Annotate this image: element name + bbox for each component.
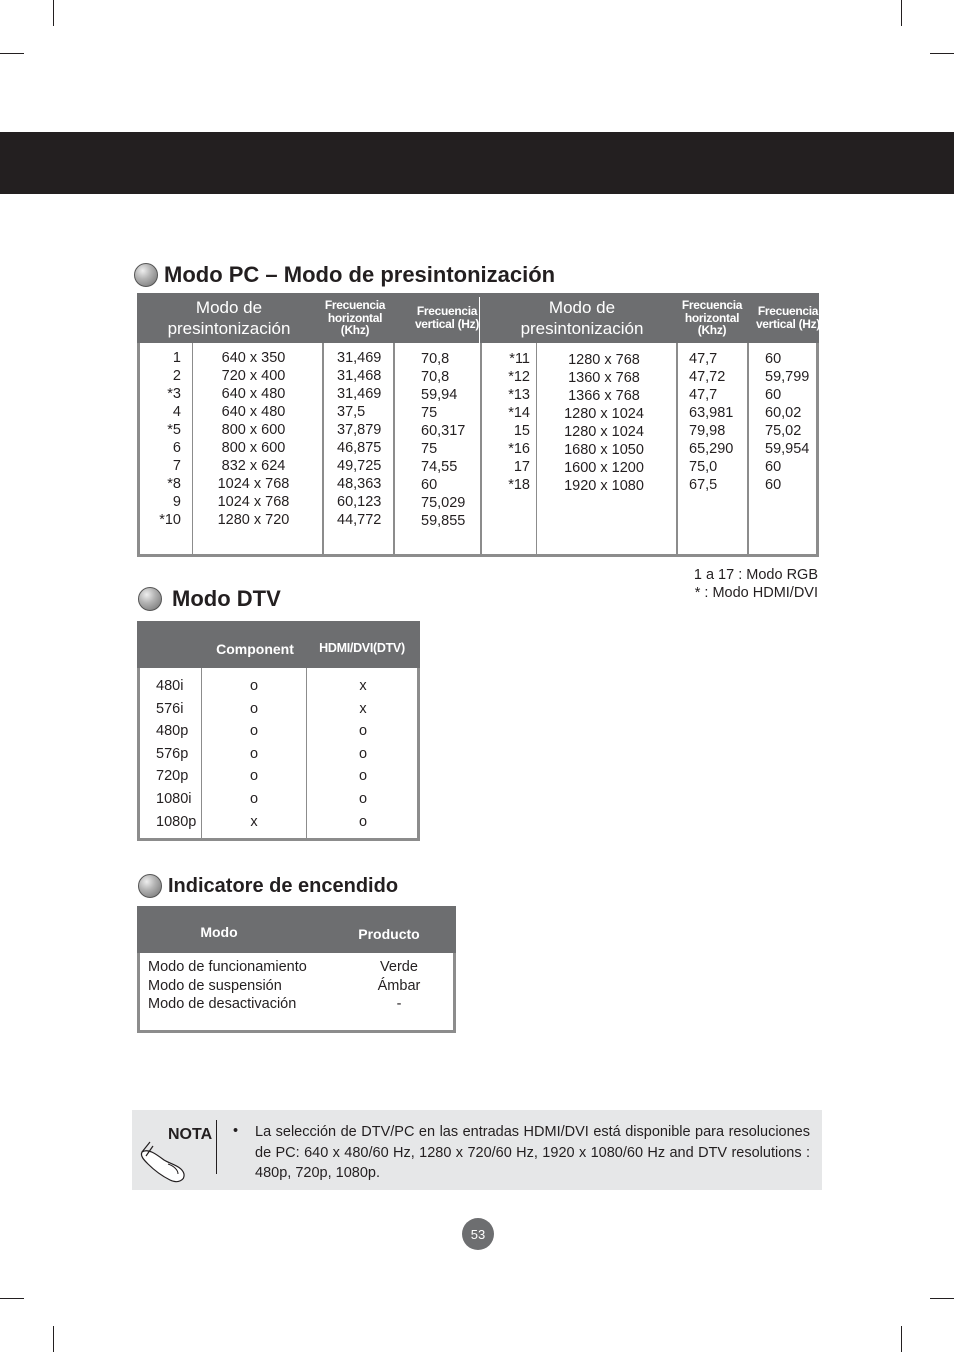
hfreq-cell: 46,875: [337, 440, 382, 456]
hfreq-cell: 63,981: [689, 405, 734, 421]
resolution-cell: 832 x 624: [221, 458, 286, 474]
section-bullet-icon: [134, 263, 158, 287]
mode-cell: 1: [172, 350, 181, 366]
power-mode-cell: Modo de suspensión: [148, 977, 282, 994]
crop-mark: [53, 0, 54, 26]
page-number: 53: [462, 1218, 494, 1250]
mode-cell: 4: [172, 404, 181, 420]
pc-left-modes: [140, 349, 181, 529]
component-cell: o: [249, 745, 259, 762]
vfreq-cell: 60: [765, 459, 782, 475]
pc-left-hfreq: [337, 349, 381, 529]
crop-mark: [53, 1326, 54, 1352]
mode-cell: *11: [509, 351, 530, 367]
power-product-cell: Verde: [380, 959, 418, 975]
dtv-component: [202, 675, 306, 833]
header-component: Component: [216, 640, 294, 657]
resolution-cell: 1024 x 768: [217, 476, 290, 492]
dtv-mode-cell: 1080p: [156, 813, 197, 830]
mode-cell: 7: [172, 458, 181, 474]
mode-cell: *12: [508, 369, 530, 385]
mode-cell: *18: [508, 477, 530, 493]
vfreq-cell: 70,8: [421, 369, 450, 385]
power-mode-cell: Modo de desactivación: [148, 996, 297, 1013]
power-products: [356, 958, 442, 1014]
vfreq-cell: 75: [421, 441, 438, 457]
note-text: La selección de DTV/PC en las entradas HDMI/DVI está disponible para resoluciones de PC: 640 x 480/60 Hz, 1280 x 720/60 Hz, 1920 x 1080/60 Hz and DTV resolutions : 480p, 720p, 1080p.: [255, 1124, 810, 1181]
mode-cell: *14: [508, 405, 530, 421]
resolution-cell: 1680 x 1050: [564, 442, 644, 458]
mode-cell: *3: [167, 386, 181, 402]
resolution-cell: 640 x 480: [221, 386, 286, 402]
header-vfreq-left: Frecuencia vertical (Hz): [414, 304, 480, 331]
hdmi-cell: o: [358, 813, 368, 830]
resolution-cell: 1024 x 768: [217, 494, 290, 510]
section-bullet-icon: [138, 874, 162, 898]
component-cell: o: [249, 723, 259, 740]
resolution-cell: 1280 x 720: [217, 512, 290, 528]
hfreq-cell: 65,290: [689, 441, 734, 457]
dtv-table-header: [137, 621, 420, 668]
legend-line: * : Modo HDMI/DVI: [694, 585, 818, 601]
component-cell: o: [249, 790, 259, 807]
hfreq-cell: 49,725: [337, 458, 382, 474]
mode-cell: *10: [159, 512, 181, 528]
vfreq-cell: 70,8: [421, 351, 450, 367]
power-modes: [148, 958, 307, 1014]
dtv-modes: [156, 675, 196, 833]
resolution-cell: 1366 x 768: [568, 388, 640, 404]
pc-right-hfreq: [689, 350, 733, 494]
resolution-cell: 640 x 480: [221, 404, 286, 420]
hfreq-cell: 75,0: [689, 459, 718, 475]
component-cell: o: [249, 700, 259, 717]
pc-left-vfreq: [421, 350, 465, 530]
note-label: NOTA: [168, 1126, 213, 1143]
vfreq-cell: 75,029: [421, 495, 466, 511]
hdmi-cell: o: [358, 790, 368, 807]
mode-cell: 2: [172, 368, 181, 384]
power-mode-cell: Modo de funcionamiento: [148, 959, 307, 975]
mode-cell: 6: [172, 440, 181, 456]
hfreq-cell: 47,72: [689, 369, 726, 385]
col-divider: [747, 343, 749, 554]
crop-mark: [0, 1298, 24, 1299]
note-box: [132, 1110, 822, 1190]
crop-mark: [0, 53, 24, 54]
resolution-cell: 640 x 350: [221, 350, 286, 366]
hfreq-cell: 48,363: [337, 476, 382, 492]
resolution-cell: 1920 x 1080: [564, 478, 644, 494]
pc-right-modes: [482, 350, 530, 494]
vfreq-cell: 60: [765, 387, 782, 403]
dtv-hdmi: [307, 675, 419, 833]
dtv-mode-cell: 1080i: [156, 790, 192, 807]
dtv-mode-cell: 480p: [156, 723, 189, 740]
vfreq-cell: 75,02: [765, 423, 802, 439]
mode-cell: 17: [513, 459, 530, 475]
pc-preset-table: [137, 293, 819, 557]
hfreq-cell: 37,5: [337, 404, 366, 420]
header-mode-left: Modo de presintonización: [167, 298, 291, 338]
mode-cell: *16: [508, 441, 530, 457]
crop-mark: [930, 53, 954, 54]
hfreq-cell: 60,123: [337, 494, 382, 510]
hfreq-cell: 31,469: [337, 386, 382, 402]
col-divider: [393, 343, 395, 557]
vfreq-cell: 60,02: [765, 405, 802, 421]
hfreq-cell: 67,5: [689, 477, 718, 493]
crop-mark: [901, 0, 902, 26]
header-modo: Modo: [200, 923, 238, 940]
power-section-title: [138, 874, 398, 898]
hfreq-cell: 47,7: [689, 351, 718, 367]
dtv-mode-cell: 720p: [156, 768, 189, 785]
power-table-header: [137, 906, 456, 953]
hfreq-cell: 79,98: [689, 423, 726, 439]
header-mode-right: Modo de presintonización: [520, 298, 644, 338]
resolution-cell: 800 x 600: [221, 422, 286, 438]
vfreq-cell: 75: [421, 405, 438, 421]
header-hdmi: HDMI/DVI(DTV): [319, 641, 405, 656]
note-bullet: •: [233, 1123, 239, 1139]
power-product-cell: -: [396, 996, 402, 1013]
mode-cell: *13: [508, 387, 530, 403]
crop-mark: [930, 1298, 954, 1299]
power-product-cell: Ámbar: [377, 977, 421, 994]
vfreq-cell: 60,317: [421, 423, 466, 439]
header-producto: Producto: [358, 925, 420, 942]
hdmi-cell: x: [359, 678, 367, 694]
header-hfreq-left: Frecuencia horizontal (Khz): [324, 298, 386, 338]
resolution-cell: 1360 x 768: [568, 370, 640, 386]
pc-table-header: [137, 293, 819, 343]
dtv-mode-cell: 576p: [156, 745, 189, 762]
col-divider: [322, 343, 324, 557]
resolution-cell: 720 x 400: [221, 368, 286, 384]
pc-right-resolutions: [540, 351, 668, 495]
dtv-table: [137, 621, 420, 841]
dtv-title-text: Modo DTV: [172, 586, 281, 611]
vfreq-cell: 60: [765, 351, 782, 367]
note-separator: [216, 1120, 217, 1174]
pc-title-text: Modo PC – Modo de presintonización: [164, 262, 556, 287]
hfreq-cell: 37,879: [337, 422, 382, 438]
header-bar: [0, 132, 954, 194]
dtv-section-title: [138, 586, 281, 612]
crop-mark: [901, 1326, 902, 1352]
vfreq-cell: 59,954: [765, 441, 810, 457]
vfreq-cell: 60: [765, 477, 782, 493]
power-table: [137, 906, 456, 1033]
resolution-cell: 1280 x 1024: [564, 424, 644, 440]
resolution-cell: 1600 x 1200: [564, 460, 644, 476]
legend-line: 1 a 17 : Modo RGB: [693, 567, 818, 583]
vfreq-cell: 59,855: [421, 513, 466, 529]
mode-cell: *5: [167, 422, 181, 438]
hdmi-cell: o: [358, 745, 368, 762]
pencil-icon: [138, 1140, 188, 1186]
header-vfreq-right: Frecuencia vertical (Hz): [755, 304, 821, 331]
pc-left-resolutions: [195, 349, 312, 529]
mode-cell: 15: [513, 423, 530, 439]
hdmi-cell: x: [359, 700, 367, 717]
hfreq-cell: 31,468: [337, 368, 382, 384]
hdmi-cell: o: [358, 723, 368, 740]
pc-right-vfreq: [765, 350, 809, 494]
col-divider: [536, 343, 537, 554]
dtv-mode-cell: 480i: [156, 678, 184, 694]
hdmi-cell: o: [358, 768, 368, 785]
dtv-mode-cell: 576i: [156, 700, 184, 717]
resolution-cell: 1280 x 768: [568, 352, 640, 368]
vfreq-cell: 60: [421, 477, 438, 493]
header-hfreq-right: Frecuencia horizontal (Khz): [681, 298, 743, 338]
resolution-cell: 1280 x 1024: [564, 406, 644, 422]
pc-legend: [694, 566, 818, 602]
col-divider: [192, 343, 193, 554]
component-cell: o: [249, 678, 259, 694]
resolution-cell: 800 x 600: [221, 440, 286, 456]
power-title-text: Indicatore de encendido: [168, 874, 399, 897]
hfreq-cell: 47,7: [689, 387, 718, 403]
col-divider: [676, 343, 678, 554]
hfreq-cell: 44,772: [337, 512, 382, 528]
mode-cell: *8: [167, 476, 181, 492]
mode-cell: 9: [172, 494, 181, 510]
header-divider: [479, 297, 480, 343]
vfreq-cell: 74,55: [421, 459, 458, 475]
vfreq-cell: 59,94: [421, 387, 458, 403]
component-cell: o: [249, 768, 259, 785]
hfreq-cell: 31,469: [337, 350, 382, 366]
vfreq-cell: 59,799: [765, 369, 810, 385]
pc-section-title: [134, 262, 555, 288]
section-bullet-icon: [138, 587, 162, 611]
component-cell: x: [250, 813, 258, 830]
